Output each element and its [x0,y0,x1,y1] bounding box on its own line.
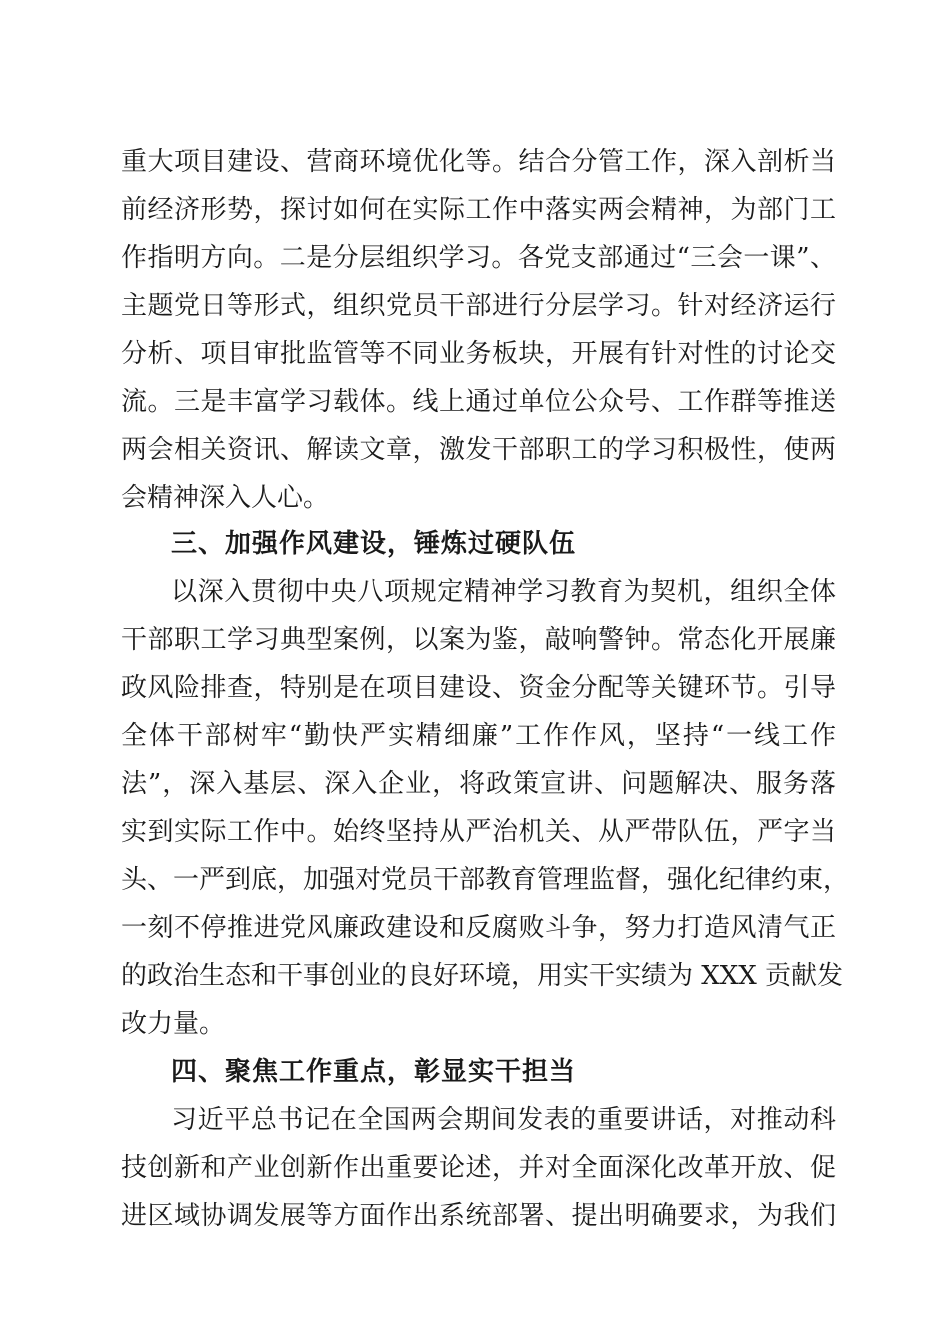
paragraph-line: 全体干部树牢“勤快严实精细廉”工作作风，坚持“一线工作 [121,721,836,751]
paragraph-line: 重大项目建设、营商环境优化等。结合分管工作，深入剖析当 [121,147,836,177]
paragraph-line: 分析、项目审批监管等不同业务板块，开展有针对性的讨论交 [121,339,836,369]
paragraph-line: 的政治生态和干事创业的良好环境，用实干实绩为 XXX 贡献发 [121,961,844,991]
paragraph-line: 会精神深入人心。 [121,483,330,513]
paragraph-line: 技创新和产业创新作出重要论述，并对全面深化改革开放、促 [121,1153,836,1183]
paragraph-line: 主题党日等形式，组织党员干部进行分层学习。针对经济运行 [121,291,836,321]
paragraph-line: 进区域协调发展等方面作出系统部署、提出明确要求，为我们 [121,1201,836,1231]
paragraph-line: 改力量。 [121,1009,226,1039]
paragraph-line: 干部职工学习典型案例，以案为鉴，敲响警钟。常态化开展廉 [121,625,836,655]
paragraph-line: 作指明方向。二是分层组织学习。各党支部通过“三会一课”、 [121,243,836,273]
paragraph-line: 两会相关资讯、解读文章，激发干部职工的学习积极性，使两 [121,435,836,465]
paragraph-line: 以深入贯彻中央八项规定精神学习教育为契机，组织全体 [171,577,836,607]
paragraph-line: 政风险排查，特别是在项目建设、资金分配等关键环节。引导 [121,673,836,703]
paragraph-line: 一刻不停推进党风廉政建设和反腐败斗争，努力打造风清气正 [121,913,836,943]
paragraph-line: 头、一严到底，加强对党员干部教育管理监督，强化纪律约束， [121,865,850,895]
paragraph-line: 实到实际工作中。始终坚持从严治机关、从严带队伍，严字当 [121,817,836,847]
section-heading: 三、加强作风建设，锤炼过硬队伍 [171,529,577,559]
paragraph-line: 法”，深入基层、深入企业，将政策宣讲、问题解决、服务落 [121,769,836,799]
paragraph-line: 前经济形势，探讨如何在实际工作中落实两会精神，为部门工 [121,195,836,225]
paragraph-line: 流。三是丰富学习载体。线上通过单位公众号、工作群等推送 [121,387,836,417]
paragraph-line: 习近平总书记在全国两会期间发表的重要讲话，对推动科 [171,1105,836,1135]
section-heading: 四、聚焦工作重点，彰显实干担当 [171,1057,577,1087]
